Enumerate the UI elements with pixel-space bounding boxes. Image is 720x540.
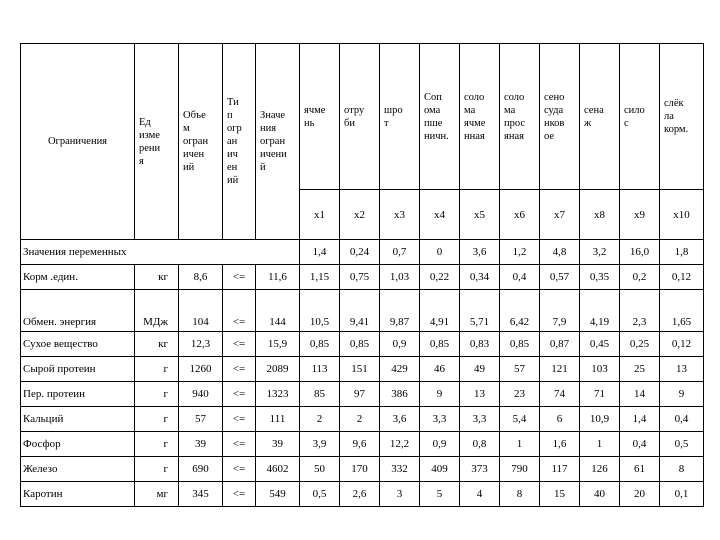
row-coef-x8: 40 (580, 482, 620, 507)
var-value-9: 16,0 (620, 240, 660, 265)
feed-header-1: ячме нь (300, 44, 340, 190)
row-coef-x8: 126 (580, 457, 620, 482)
row-coef-x5: 3,3 (460, 407, 500, 432)
row-coef-x9: 1,4 (620, 407, 660, 432)
table-row (21, 457, 704, 482)
volume-header: Объе м огран ичен ий (179, 44, 223, 240)
var-name-10: x10 (660, 190, 704, 240)
row-volume: 345 (179, 482, 223, 507)
row-value: 15,9 (256, 332, 300, 357)
row-coef-x7: 0,57 (540, 265, 580, 290)
row-volume: 8,6 (179, 265, 223, 290)
row-coef-x6: 57 (500, 357, 540, 382)
row-coef-x2: 9,41 (340, 290, 380, 332)
row-coef-x3: 3,6 (380, 407, 420, 432)
variable-values-row (21, 240, 704, 265)
row-coef-x8: 1 (580, 432, 620, 457)
row-coef-x5: 4 (460, 482, 500, 507)
row-coef-x4: 9 (420, 382, 460, 407)
row-coef-x1: 0,5 (300, 482, 340, 507)
row-name: Кальций (21, 407, 135, 432)
feed-header-8: сена ж (580, 44, 620, 190)
row-coef-x3: 3 (380, 482, 420, 507)
row-unit: г (135, 407, 179, 432)
constraints-table (20, 43, 704, 507)
row-coef-x2: 2,6 (340, 482, 380, 507)
row-coef-x6: 1 (500, 432, 540, 457)
row-coef-x7: 74 (540, 382, 580, 407)
row-coef-x3: 429 (380, 357, 420, 382)
row-coef-x10: 0,5 (660, 432, 704, 457)
var-value-10: 1,8 (660, 240, 704, 265)
constraint-rows (21, 265, 704, 507)
row-coef-x10: 9 (660, 382, 704, 407)
variable-values-label: Значения переменных (21, 240, 300, 265)
row-coef-x4: 0,9 (420, 432, 460, 457)
feed-header-10: слёк ла корм. (660, 44, 704, 190)
row-coef-x1: 2 (300, 407, 340, 432)
row-unit: г (135, 357, 179, 382)
row-coef-x1: 0,85 (300, 332, 340, 357)
row-coef-x1: 10,5 (300, 290, 340, 332)
var-value-6: 1,2 (500, 240, 540, 265)
row-coef-x4: 3,3 (420, 407, 460, 432)
row-value: 2089 (256, 357, 300, 382)
var-value-8: 3,2 (580, 240, 620, 265)
var-value-4: 0 (420, 240, 460, 265)
table-row (21, 290, 704, 332)
row-type: <= (223, 382, 256, 407)
type-header: Ти п огр ан ич ен ий (223, 44, 256, 240)
row-type: <= (223, 265, 256, 290)
var-value-2: 0,24 (340, 240, 380, 265)
row-coef-x8: 71 (580, 382, 620, 407)
row-coef-x1: 3,9 (300, 432, 340, 457)
table-row (21, 482, 704, 507)
row-coef-x9: 0,4 (620, 432, 660, 457)
var-name-2: x2 (340, 190, 380, 240)
row-coef-x7: 1,6 (540, 432, 580, 457)
row-coef-x3: 12,2 (380, 432, 420, 457)
row-coef-x6: 0,85 (500, 332, 540, 357)
header-row (21, 44, 704, 190)
row-coef-x3: 0,9 (380, 332, 420, 357)
row-coef-x9: 0,25 (620, 332, 660, 357)
row-coef-x5: 373 (460, 457, 500, 482)
row-coef-x1: 50 (300, 457, 340, 482)
row-coef-x10: 1,65 (660, 290, 704, 332)
row-name: Обмен. энергия (21, 290, 135, 332)
table-row (21, 382, 704, 407)
row-coef-x3: 386 (380, 382, 420, 407)
row-coef-x1: 85 (300, 382, 340, 407)
row-coef-x4: 0,85 (420, 332, 460, 357)
row-coef-x8: 4,19 (580, 290, 620, 332)
row-coef-x3: 1,03 (380, 265, 420, 290)
row-type: <= (223, 457, 256, 482)
feed-header-3: шро т (380, 44, 420, 190)
row-coef-x7: 117 (540, 457, 580, 482)
row-coef-x10: 0,4 (660, 407, 704, 432)
row-coef-x7: 15 (540, 482, 580, 507)
row-name: Сырой протеин (21, 357, 135, 382)
var-value-7: 4,8 (540, 240, 580, 265)
row-coef-x2: 0,85 (340, 332, 380, 357)
row-coef-x6: 6,42 (500, 290, 540, 332)
row-volume: 12,3 (179, 332, 223, 357)
row-volume: 39 (179, 432, 223, 457)
row-volume: 690 (179, 457, 223, 482)
feed-header-6: соло ма прос яная (500, 44, 540, 190)
feed-header-5: соло ма ячме нная (460, 44, 500, 190)
row-coef-x5: 0,83 (460, 332, 500, 357)
row-type: <= (223, 357, 256, 382)
table-row (21, 332, 704, 357)
row-coef-x6: 23 (500, 382, 540, 407)
row-type: <= (223, 482, 256, 507)
row-coef-x3: 9,87 (380, 290, 420, 332)
var-name-4: x4 (420, 190, 460, 240)
row-value: 4602 (256, 457, 300, 482)
row-coef-x5: 13 (460, 382, 500, 407)
row-coef-x4: 409 (420, 457, 460, 482)
row-coef-x2: 170 (340, 457, 380, 482)
row-volume: 940 (179, 382, 223, 407)
row-coef-x6: 8 (500, 482, 540, 507)
row-coef-x8: 10,9 (580, 407, 620, 432)
row-coef-x7: 7,9 (540, 290, 580, 332)
row-coef-x10: 0,12 (660, 265, 704, 290)
row-unit: кг (135, 332, 179, 357)
row-coef-x10: 0,1 (660, 482, 704, 507)
row-coef-x4: 46 (420, 357, 460, 382)
row-coef-x5: 5,71 (460, 290, 500, 332)
table-row (21, 265, 704, 290)
row-coef-x1: 1,15 (300, 265, 340, 290)
row-unit: г (135, 432, 179, 457)
row-coef-x9: 61 (620, 457, 660, 482)
value-header: Значе ния огран ичени й (256, 44, 300, 240)
row-value: 39 (256, 432, 300, 457)
row-name: Железо (21, 457, 135, 482)
var-name-7: x7 (540, 190, 580, 240)
row-name: Пер. протеин (21, 382, 135, 407)
row-coef-x8: 0,35 (580, 265, 620, 290)
row-coef-x6: 0,4 (500, 265, 540, 290)
row-coef-x2: 2 (340, 407, 380, 432)
row-coef-x10: 13 (660, 357, 704, 382)
row-unit: кг (135, 265, 179, 290)
row-volume: 1260 (179, 357, 223, 382)
feed-header-7: сено суда нков ое (540, 44, 580, 190)
row-coef-x5: 0,8 (460, 432, 500, 457)
row-coef-x10: 8 (660, 457, 704, 482)
row-coef-x2: 97 (340, 382, 380, 407)
var-name-8: x8 (580, 190, 620, 240)
row-name: Корм .един. (21, 265, 135, 290)
table-row (21, 357, 704, 382)
row-volume: 57 (179, 407, 223, 432)
feed-header-9: сило с (620, 44, 660, 190)
constraints-header: Ограничения (21, 44, 135, 240)
row-coef-x9: 14 (620, 382, 660, 407)
var-name-9: x9 (620, 190, 660, 240)
row-value: 11,6 (256, 265, 300, 290)
row-coef-x3: 332 (380, 457, 420, 482)
row-coef-x5: 49 (460, 357, 500, 382)
row-coef-x5: 0,34 (460, 265, 500, 290)
row-coef-x7: 0,87 (540, 332, 580, 357)
row-unit: г (135, 382, 179, 407)
row-coef-x7: 6 (540, 407, 580, 432)
row-coef-x2: 0,75 (340, 265, 380, 290)
row-coef-x4: 5 (420, 482, 460, 507)
row-name: Фосфор (21, 432, 135, 457)
row-type: <= (223, 432, 256, 457)
var-name-5: x5 (460, 190, 500, 240)
row-coef-x6: 790 (500, 457, 540, 482)
row-value: 111 (256, 407, 300, 432)
var-value-5: 3,6 (460, 240, 500, 265)
var-value-1: 1,4 (300, 240, 340, 265)
table-row (21, 407, 704, 432)
row-type: <= (223, 290, 256, 332)
row-coef-x4: 0,22 (420, 265, 460, 290)
row-coef-x7: 121 (540, 357, 580, 382)
row-name: Сухое вещество (21, 332, 135, 357)
var-name-1: x1 (300, 190, 340, 240)
row-unit: мг (135, 482, 179, 507)
row-coef-x9: 25 (620, 357, 660, 382)
row-value: 1323 (256, 382, 300, 407)
row-coef-x8: 0,45 (580, 332, 620, 357)
var-name-3: x3 (380, 190, 420, 240)
row-name: Каротин (21, 482, 135, 507)
row-type: <= (223, 407, 256, 432)
row-coef-x2: 9,6 (340, 432, 380, 457)
row-type: <= (223, 332, 256, 357)
row-value: 144 (256, 290, 300, 332)
row-coef-x9: 20 (620, 482, 660, 507)
row-coef-x6: 5,4 (500, 407, 540, 432)
row-coef-x9: 2,3 (620, 290, 660, 332)
row-unit: г (135, 457, 179, 482)
row-coef-x10: 0,12 (660, 332, 704, 357)
var-name-6: x6 (500, 190, 540, 240)
row-coef-x9: 0,2 (620, 265, 660, 290)
row-value: 549 (256, 482, 300, 507)
feed-header-4: Соп ома пше ничн. (420, 44, 460, 190)
row-volume: 104 (179, 290, 223, 332)
feed-header-2: отру би (340, 44, 380, 190)
row-coef-x1: 113 (300, 357, 340, 382)
row-coef-x8: 103 (580, 357, 620, 382)
row-unit: МДж (135, 290, 179, 332)
row-coef-x2: 151 (340, 357, 380, 382)
unit-header: Ед изме рени я (135, 44, 179, 240)
row-coef-x4: 4,91 (420, 290, 460, 332)
table-row (21, 432, 704, 457)
var-value-3: 0,7 (380, 240, 420, 265)
